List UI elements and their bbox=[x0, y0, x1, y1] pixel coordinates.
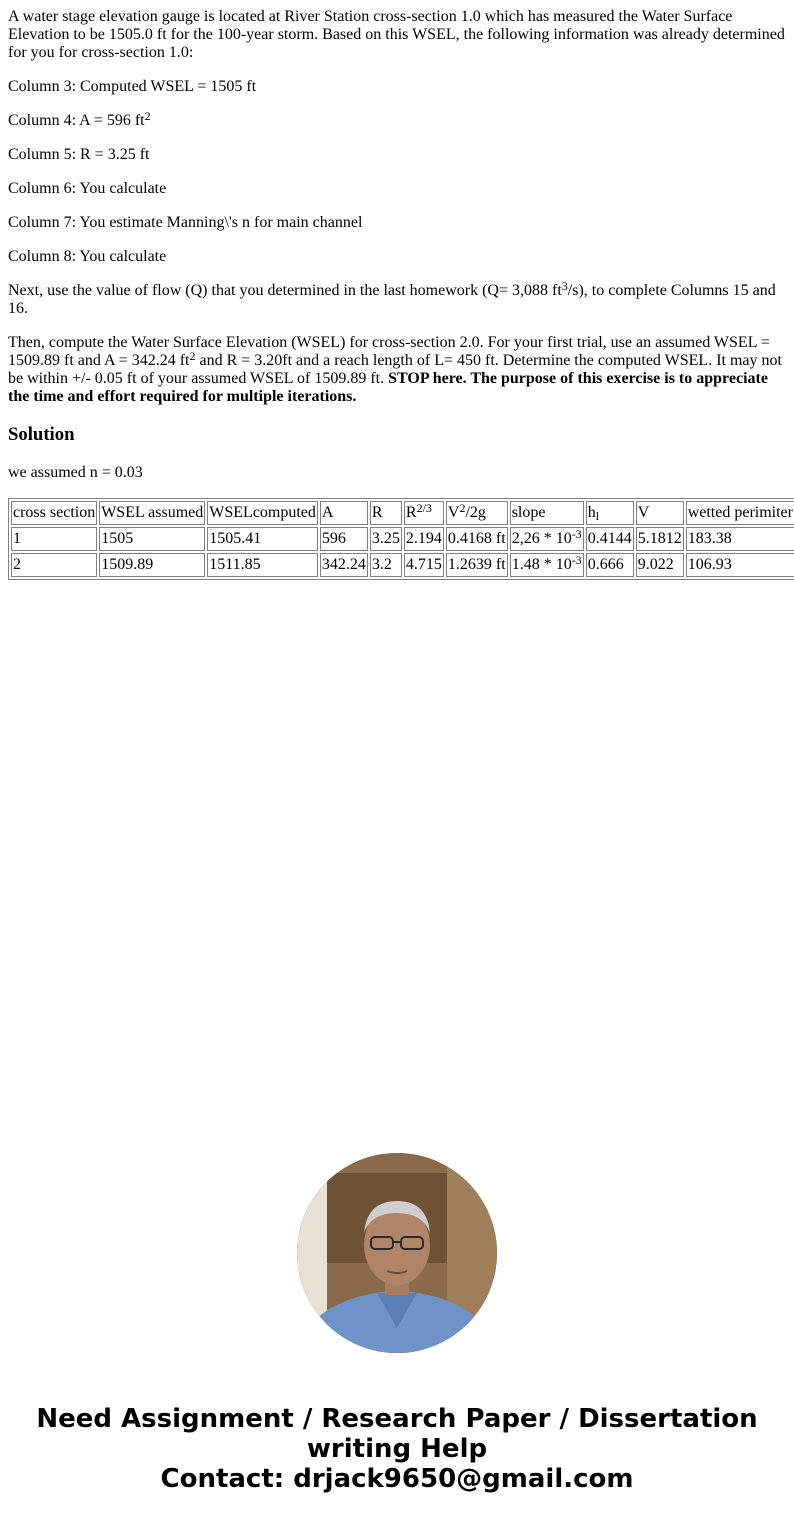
table-header-row bbox=[11, 501, 794, 525]
then-text-a: Then, compute the Water Surface Elevation (WSEL) for cross-section 2.0. For your first trial, use an assumed WSEL = 1509.89 ft and A = 342.24 ft bbox=[8, 334, 770, 369]
cell-slope bbox=[510, 527, 584, 551]
header-cross-section: cross section bbox=[11, 501, 97, 525]
cell-hl: 0.4144 bbox=[586, 527, 634, 551]
cell-wetted-perimeter: 183.38 bbox=[686, 527, 794, 551]
results-table bbox=[8, 498, 794, 580]
promo-banner bbox=[0, 1404, 794, 1494]
column-4-line bbox=[8, 109, 786, 130]
column-8-line: Column 8: You calculate bbox=[8, 248, 167, 265]
cell-wsel-computed: 1511.85 bbox=[207, 553, 318, 577]
header-v2g-base: V bbox=[447, 504, 460, 521]
then-sup: 2 bbox=[189, 349, 196, 363]
header-wsel-assumed: WSEL assumed bbox=[99, 501, 205, 525]
promo-line-1: Need Assignment / Research Paper / Dissertation bbox=[36, 1404, 758, 1434]
then-text-b: and R = 3.20ft and a reach length of L= 450 ft. Determine the computed WSEL. It may not be within +/- 0.05 ft of your assumed WSEL of 1509.89 ft. bbox=[8, 352, 782, 387]
header-wetted-perimeter: wetted perimiter bbox=[686, 501, 794, 525]
cell-r23: 4.715 bbox=[404, 553, 444, 577]
portrait-svg bbox=[297, 1153, 497, 1353]
document-body bbox=[0, 0, 794, 580]
header-a: A bbox=[320, 501, 368, 525]
header-v: V bbox=[636, 501, 684, 525]
cell-v: 9.022 bbox=[636, 553, 684, 577]
cell-slope bbox=[510, 553, 584, 577]
header-v2g-rest: /2g bbox=[465, 504, 486, 521]
cell-v: 5.1812 bbox=[636, 527, 684, 551]
next-text-a: Next, use the value of flow (Q) that you determined in the last homework (Q= 3,088 ft bbox=[8, 282, 562, 299]
cell-r: 3.2 bbox=[370, 553, 402, 577]
column-7-line: Column 7: You estimate Manning\'s n for main channel bbox=[8, 214, 363, 231]
cell-r23: 2.194 bbox=[404, 527, 444, 551]
problem-intro: A water stage elevation gauge is located at River Station cross-section 1.0 which has measured the Water Surface Elevation to be 1505.0 ft for the 100-year storm. Based on this WSEL, the following information was already determined for you for cross-section 1.0: bbox=[8, 8, 785, 61]
cell-wetted-perimeter: 106.93 bbox=[686, 553, 794, 577]
solution-assumption: we assumed n = 0.03 bbox=[8, 464, 143, 481]
cell-r: 3.25 bbox=[370, 527, 402, 551]
cell-slope-base: 1.48 * 10 bbox=[511, 556, 572, 573]
table-row bbox=[11, 527, 794, 551]
header-wsel-computed: WSELcomputed bbox=[207, 501, 318, 525]
cell-slope-base: 2,26 * 10 bbox=[511, 530, 572, 547]
column-4-sup: 2 bbox=[144, 109, 151, 123]
cell-a: 596 bbox=[320, 527, 368, 551]
header-hl-base: h bbox=[587, 504, 596, 521]
header-r: R bbox=[370, 501, 402, 525]
column-6-line: Column 6: You calculate bbox=[8, 180, 167, 197]
header-slope: slope bbox=[510, 501, 584, 525]
header-hl bbox=[586, 501, 634, 525]
header-r23 bbox=[404, 501, 444, 525]
cell-cross-section: 1 bbox=[11, 527, 97, 551]
cell-a: 342.24 bbox=[320, 553, 368, 577]
table-row bbox=[11, 553, 794, 577]
column-4-text: Column 4: A = 596 ft bbox=[8, 112, 145, 129]
then-paragraph bbox=[8, 334, 786, 406]
cell-wsel-computed: 1505.41 bbox=[207, 527, 318, 551]
header-hl-sub: l bbox=[595, 509, 600, 523]
header-v2g bbox=[446, 501, 508, 525]
next-sup: 3 bbox=[561, 279, 568, 293]
cell-slope-sup: -3 bbox=[571, 553, 582, 567]
column-3-line: Column 3: Computed WSEL = 1505 ft bbox=[8, 78, 257, 95]
cell-wsel-assumed: 1505 bbox=[99, 527, 205, 551]
next-paragraph bbox=[8, 279, 786, 318]
next-text-b: /s), to complete Columns 15 and 16. bbox=[8, 282, 776, 317]
promo-line-3: Contact: drjack9650@gmail.com bbox=[160, 1464, 634, 1494]
solution-heading: Solution bbox=[8, 424, 75, 445]
cell-slope-sup: -3 bbox=[571, 527, 582, 541]
header-r23-sup: 2/3 bbox=[416, 501, 432, 515]
cell-v2g: 0.4168 ft bbox=[446, 527, 508, 551]
promo-line-2: writing Help bbox=[306, 1434, 488, 1464]
header-r23-base: R bbox=[405, 504, 417, 521]
cell-wsel-assumed: 1509.89 bbox=[99, 553, 205, 577]
then-bold-text: STOP here. The purpose of this exercise is to appreciate the time and effort required for multiple iterations. bbox=[8, 370, 768, 405]
header-v2g-sup: 2 bbox=[459, 501, 466, 515]
person-portrait-icon bbox=[297, 1153, 497, 1353]
cell-cross-section: 2 bbox=[11, 553, 97, 577]
cell-hl: 0.666 bbox=[586, 553, 634, 577]
cell-v2g: 1.2639 ft bbox=[446, 553, 508, 577]
column-5-line: Column 5: R = 3.25 ft bbox=[8, 146, 150, 163]
